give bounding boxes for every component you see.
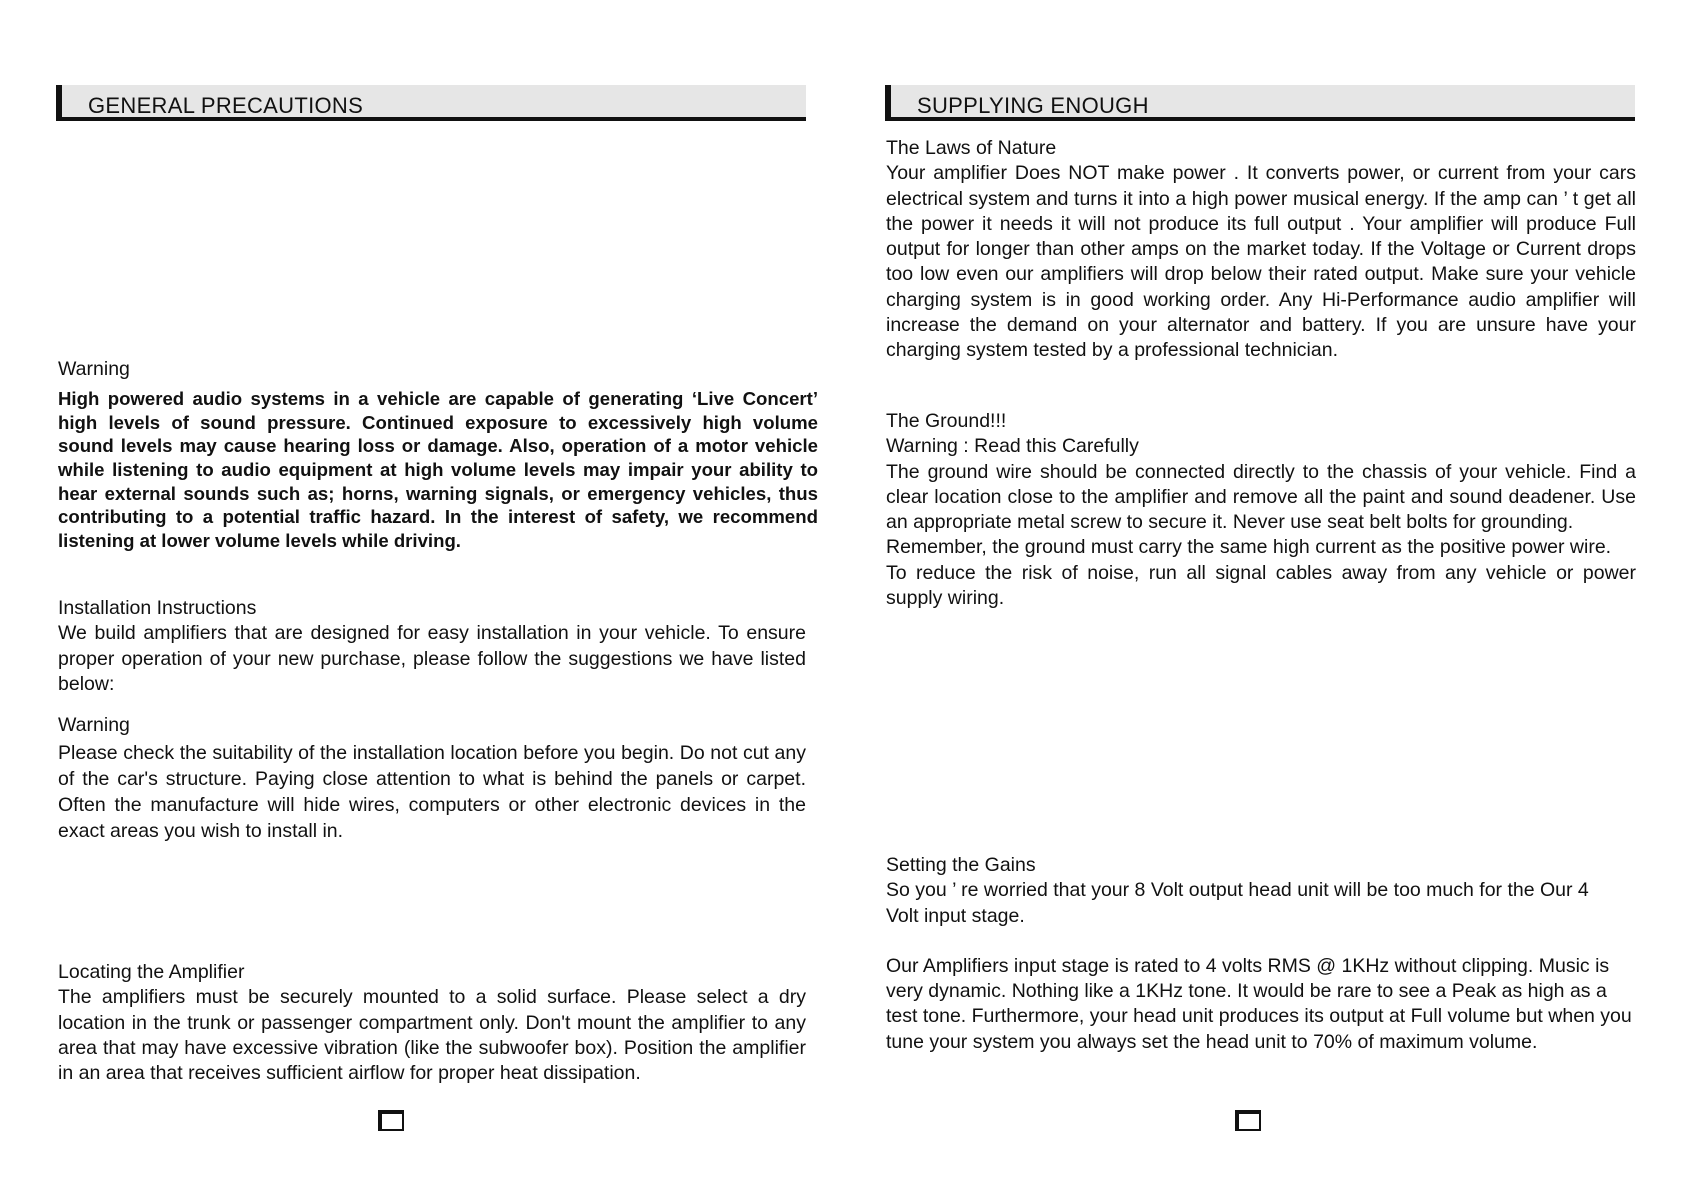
page-number-box-icon — [378, 1110, 404, 1131]
ground-heading: The Ground!!! — [886, 410, 1007, 432]
installation-heading: Installation Instructions — [58, 597, 257, 619]
page-number-box-icon — [1235, 1110, 1261, 1131]
gains-paragraph: Our Amplifiers input stage is rated to 4 volts RMS @ 1KHz without clipping. Music is very dynamic. Nothing like a 1KHz tone. It would be rare to see a Peak as high as a test tone. Furthermore, your head unit produces its output at Full volume but when you tune your system you always set the head unit to 70% of maximum volume. — [886, 954, 1632, 1053]
locating-section — [58, 960, 806, 1086]
section-title: SUPPLYING ENOUGH — [917, 93, 1149, 118]
gains-heading: Setting the Gains — [886, 854, 1036, 876]
section-header-supplying-enough — [885, 85, 1635, 121]
warning-location-section — [58, 713, 806, 844]
section-title: GENERAL PRECAUTIONS — [88, 93, 364, 118]
ground-section — [886, 409, 1636, 611]
ground-paragraph: The ground wire should be connected directly to the chassis of your vehicle. Find a clear location close to the amplifier and remove all the paint and sound deadener. Use an appropriate metal screw to secure it. Never use seat belt bolts for grounding. — [886, 460, 1636, 534]
laws-section — [886, 136, 1636, 364]
warning-location-body: Please check the suitability of the installation location before you begin. Do not cut any of the car's structure. Paying close attention to what is behind the panels or carpet. Often the manufacture will hide wires, computers or other electronic devices in the exact areas you wish to install in. — [58, 742, 806, 843]
ground-warning: Warning : Read this Carefully — [886, 435, 1139, 458]
right-page — [842, 0, 1684, 1191]
gains-section — [886, 853, 1636, 1055]
section-header-general-precautions — [56, 85, 806, 121]
warning-heading: Warning — [58, 358, 130, 380]
installation-body: We build amplifiers that are designed for easy installation in your vehicle. To ensure proper operation of your new purchase, please follow the suggestions we have listed below: — [58, 622, 806, 695]
warning-section — [58, 357, 818, 552]
locating-body: The amplifiers must be securely mounted to a solid surface. Please select a dry location in the trunk or passenger compartment only. Don't mount the amplifier to any area that may have excessive vibration (like the subwoofer box). Position the amplifier in an area that receives sufficient airflow for proper heat dissipation. — [58, 986, 806, 1085]
gains-paragraph: So you ’ re worried that your 8 Volt output head unit will be too much for the Our 4 Volt input stage. — [886, 879, 1589, 927]
warning-body: High powered audio systems in a vehicle are capable of generating ‘Live Concert’ high levels of sound pressure. Continued exposure to excessively high volume sound levels may cause hearing loss or damage. Also, operation of a motor vehicle while listening to audio equipment at high volume levels may impair your ability to hear external sounds such as; horns, warning signals, or emergency vehicles, thus contributing to a potential traffic hazard. In the interest of safety, we recommend listening at lower volume levels while driving. — [58, 388, 818, 551]
ground-paragraph: To reduce the risk of noise, run all signal cables away from any vehicle or power supply wiring. — [886, 561, 1636, 610]
laws-heading: The Laws of Nature — [886, 137, 1057, 159]
locating-heading: Locating the Amplifier — [58, 961, 245, 983]
installation-section — [58, 596, 806, 697]
warning-location-heading: Warning — [58, 714, 130, 736]
laws-body: Your amplifier Does NOT make power . It converts power, or current from your cars electrical system and turns it into a high power musical energy. If the amp can ’ t get all the power it needs it will not produce its full output . Your amplifier will produce Full output for longer than other amps on the market today. If the Voltage or Current drops too low even our amplifiers will drop below their rated output. Make sure your vehicle charging system is in good working order. Any Hi-Performance audio amplifier will increase the demand on your alternator and battery. If you are unsure have your charging system tested by a professional technician. — [886, 162, 1636, 362]
ground-paragraph: Remember, the ground must carry the same high current as the positive power wire. — [886, 536, 1612, 559]
